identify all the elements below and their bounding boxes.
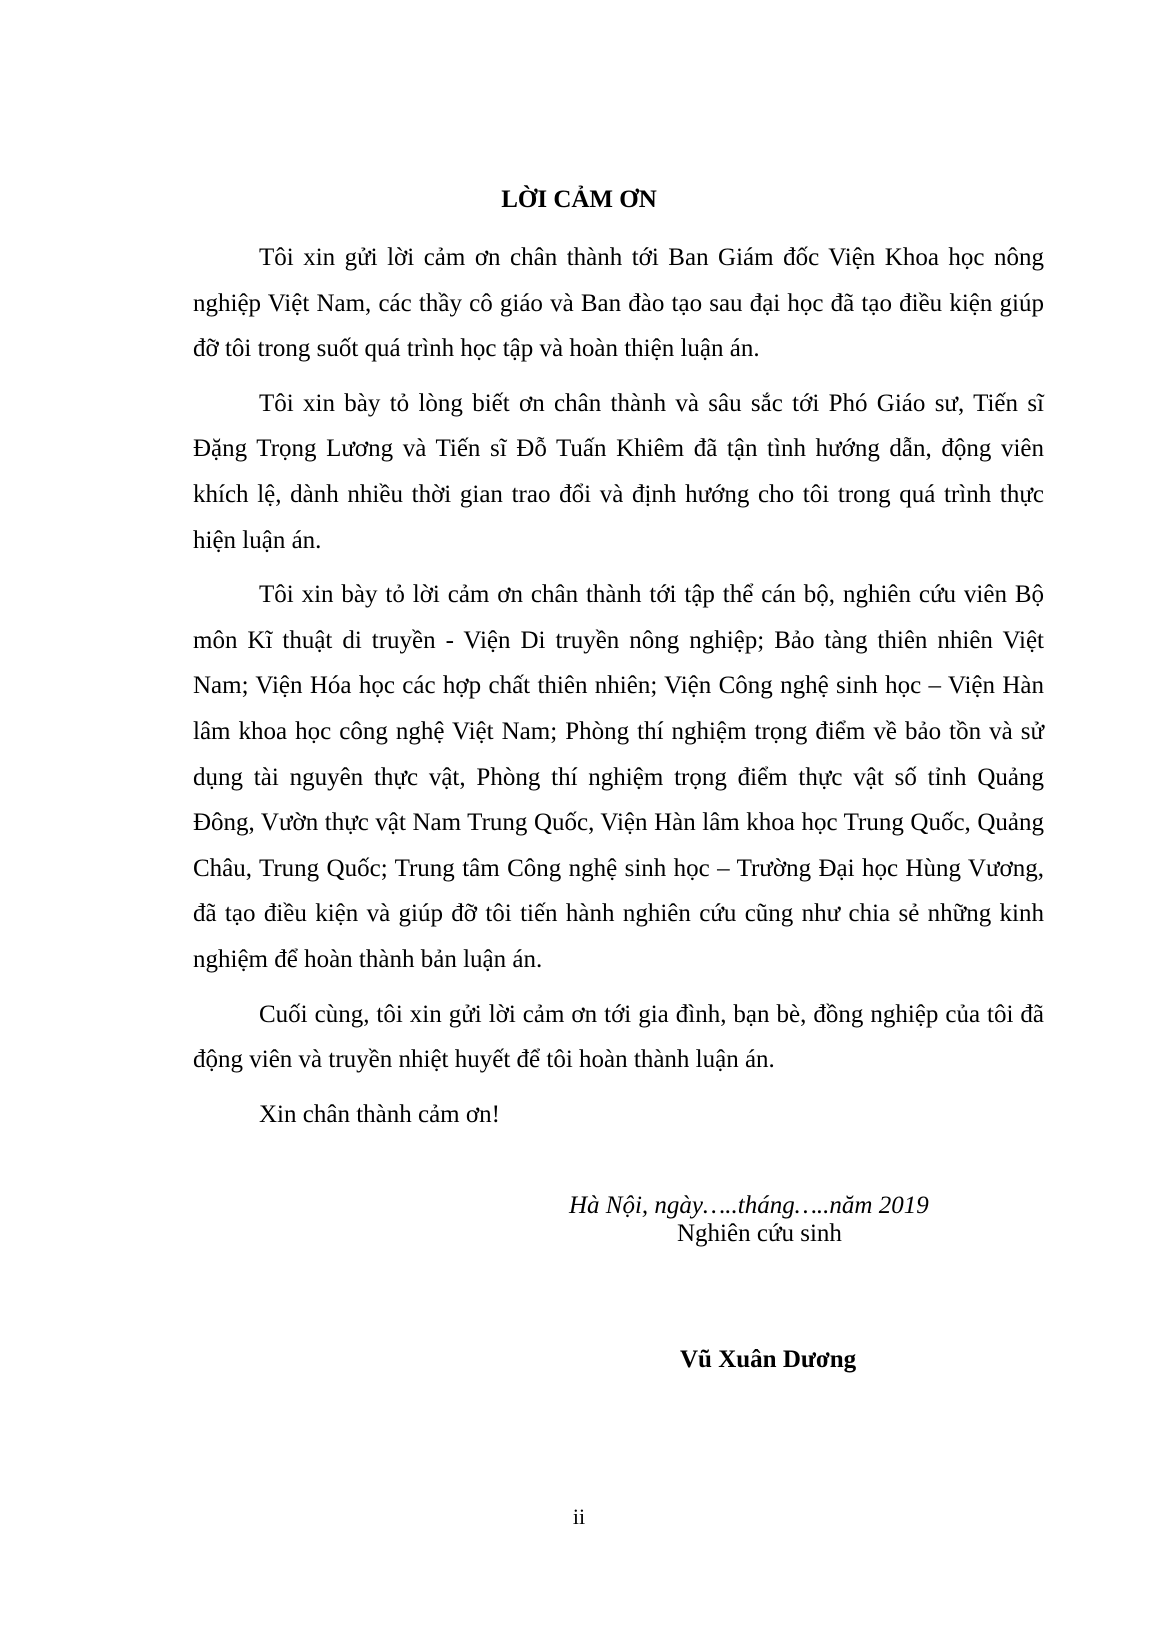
page-number: ii: [572, 1504, 586, 1529]
acknowledgement-body: [193, 235, 1044, 1137]
author-name: Vũ Xuân Dương: [680, 1346, 857, 1373]
paragraph-thanks-institute: Tôi xin gửi lời cảm ơn chân thành tới Ban Giám đốc Viện Khoa học nông nghiệp Việt Nam, các thầy cô giáo và Ban đào tạo sau đại học đã tạo điều kiện giúp đỡ tôi trong suốt quá trình học tập và hoàn thiện luận án.: [193, 244, 1044, 363]
signature-role: Nghiên cứu sinh: [677, 1220, 842, 1247]
page-title: LỜI CẢM ƠN: [501, 186, 657, 213]
signature-date: Hà Nội, ngày…..tháng…..năm 2019: [569, 1192, 929, 1219]
paragraph-thanks-supervisors: Tôi xin bày tỏ lòng biết ơn chân thành và sâu sắc tới Phó Giáo sư, Tiến sĩ Đặng Trọng Lương và Tiến sĩ Đỗ Tuấn Khiêm đã tận tình hướng dẫn, động viên khích lệ, dành nhiều thời gian trao đổi và định hướng cho tôi trong quá trình thực hiện luận án.: [193, 389, 1044, 554]
paragraph-thanks-laboratories: Tôi xin bày tỏ lời cảm ơn chân thành tới tập thể cán bộ, nghiên cứu viên Bộ môn Kĩ thuật di truyền - Viện Di truyền nông nghiệp; Bảo tàng thiên nhiên Việt Nam; Viện Hóa học các hợp chất thiên nhiên; Viện Công nghệ sinh học – Viện Hàn lâm khoa học công nghệ Việt Nam; Phòng thí nghiệm trọng điểm về bảo tồn và sử dụng tài nguyên thực vật, Phòng thí nghiệm trọng điểm thực vật số tỉnh Quảng Đông, Vườn thực vật Nam Trung Quốc, Viện Hàn lâm khoa học Trung Quốc, Quảng Châu, Trung Quốc; Trung tâm Công nghệ sinh học – Trường Đại học Hùng Vương, đã tạo điều kiện và giúp đỡ tôi tiến hành nghiên cứu cũng như chia sẻ những kinh nghiệm để hoàn thành bản luận án.: [193, 581, 1044, 973]
paragraph-thanks-family: Cuối cùng, tôi xin gửi lời cảm ơn tới gia đình, bạn bè, đồng nghiệp của tôi đã động viên và truyền nhiệt huyết để tôi hoàn thành luận án.: [193, 1000, 1044, 1074]
paragraph-closing: Xin chân thành cảm ơn!: [259, 1100, 500, 1128]
